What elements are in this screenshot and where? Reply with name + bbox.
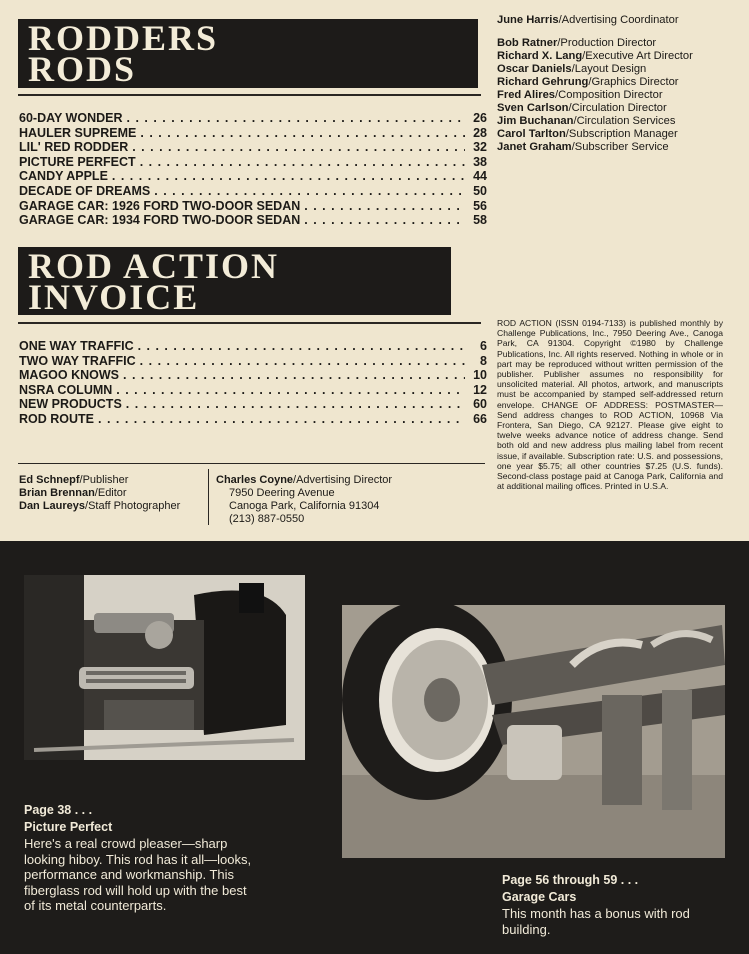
- section1-divider: [18, 94, 481, 96]
- staff-role: /Circulation Director: [568, 102, 667, 114]
- toc-item[interactable]: [19, 368, 487, 383]
- staff-entry: [497, 128, 693, 141]
- rod-action-invoice-banner: [18, 247, 451, 315]
- toc-leader-dots: [140, 354, 465, 369]
- staff-name: Janet Graham: [497, 141, 572, 153]
- banner-line-2: INVOICE: [28, 277, 200, 317]
- staff-role: /Graphics Director: [588, 76, 679, 88]
- staff-name: Sven Carlson: [497, 102, 569, 114]
- staff-role: /Editor: [94, 487, 127, 499]
- staff-list: [497, 37, 693, 154]
- toc-item-title: PICTURE PERFECT: [19, 154, 136, 169]
- staff-role: /Production Director: [557, 37, 657, 49]
- toc-item-page: 56: [473, 198, 487, 213]
- toc-item-title: NEW PRODUCTS: [19, 397, 122, 412]
- toc-leader-dots: [98, 412, 465, 427]
- toc-item-title: MAGOO KNOWS: [19, 368, 119, 383]
- rod-action-invoice-contents: [19, 339, 487, 427]
- caption-garage-cars: [502, 872, 732, 937]
- toc-item[interactable]: [19, 184, 487, 199]
- toc-leader-dots: [126, 397, 465, 412]
- toc-leader-dots: [132, 140, 465, 155]
- toc-leader-dots: [140, 155, 465, 170]
- staff-masthead: [497, 14, 693, 154]
- toc-item-page: 28: [473, 125, 487, 140]
- staff-entry: [497, 50, 693, 63]
- banner-line-1: RODDERS: [28, 18, 219, 58]
- toc-item[interactable]: [19, 354, 487, 369]
- section2-divider: [18, 322, 481, 324]
- staff-entry: [497, 37, 693, 50]
- address-line-2: Canoga Park, California 91304: [229, 500, 380, 512]
- toc-item[interactable]: [19, 339, 487, 354]
- toc-item-page: 44: [473, 169, 487, 184]
- caption-title: Picture Perfect: [24, 820, 113, 834]
- staff-name: Richard X. Lang: [497, 50, 583, 62]
- staff-lead: [497, 14, 693, 27]
- toc-item-page: 12: [473, 382, 487, 397]
- staff-name: Dan Laureys: [19, 500, 86, 512]
- toc-item[interactable]: [19, 397, 487, 412]
- toc-item-title: CANDY APPLE: [19, 169, 108, 184]
- toc-item-title: ROD ROUTE: [19, 411, 94, 426]
- staff-role: /Composition Director: [555, 89, 663, 101]
- phone-number: (213) 887-0550: [229, 513, 305, 525]
- toc-item[interactable]: [19, 213, 487, 228]
- toc-leader-dots: [304, 199, 465, 214]
- toc-item-page: 38: [473, 154, 487, 169]
- toc-item-title: GARAGE CAR: 1926 FORD TWO-DOOR SEDAN: [19, 198, 301, 213]
- staff-entry: [497, 115, 693, 128]
- chassis-photo: [342, 605, 725, 858]
- toc-item-page: 6: [480, 339, 487, 353]
- rodders-rods-contents: [19, 111, 487, 228]
- staff-name: Fred Alires: [497, 89, 556, 101]
- rodders-rods-banner: [18, 19, 478, 88]
- staff-role: /Circulation Services: [573, 115, 676, 127]
- address-line-1: 7950 Deering Avenue: [229, 487, 335, 499]
- staff-name: Jim Buchanan: [497, 115, 574, 127]
- staff-entry: [497, 89, 693, 102]
- advertising-contact: [216, 474, 392, 526]
- staff-entry: [497, 63, 693, 76]
- staff-entry: [19, 487, 180, 500]
- advertising-role: /Advertising Director: [293, 474, 393, 486]
- toc-item[interactable]: [19, 126, 487, 141]
- staff-role: /Executive Art Director: [582, 50, 693, 62]
- staff-name: Ed Schnepf: [19, 474, 80, 486]
- caption-page-ref: Page 56 through 59 . . .: [502, 873, 639, 887]
- staff-entry: [19, 474, 180, 487]
- toc-item-page: 50: [473, 183, 487, 198]
- toc-item-page: 58: [473, 213, 487, 228]
- staff-role: /Advertising Coordinator: [558, 14, 679, 26]
- toc-item-title: TWO WAY TRAFFIC: [19, 353, 136, 368]
- toc-item-title: GARAGE CAR: 1934 FORD TWO-DOOR SEDAN: [19, 213, 301, 228]
- toc-item-page: 10: [473, 368, 487, 383]
- publication-notice: ROD ACTION (ISSN 0194-7133) is published monthly by Challenge Publications, Inc., 7950 Deering Ave., Canoga Park, CA 91304. Copyright ©1980 by Challenge Publications, Inc. All rights reserved. Nothing in whole or in part may be reproduced without written permission of the publisher. Publisher assumes no responsibility for unsolicited material. All photos, artwork, and manuscripts must be accompanied by stamped self-addressed return envelope. CHANGE OF ADDRESS: POSTMASTER—Send address changes to ROD ACTION, 10968 Via Frontera, San Diego, CA 92127. Please give eight to twelve weeks advance notice of address change. Send both old and new address plus mailing label from recent issue, if available. Subscription rate: U.S. and possessions, one year $5.75; all other countries $7.25 (U.S. funds). Second-class postage paid at Canoga Park, California and at additional mailing offices. Printed in U.S.A.: [497, 318, 723, 492]
- staff-role: /Layout Design: [571, 63, 647, 75]
- caption-body: Here's a real crowd pleaser—sharp looking hiboy. This rod has it all—looks, performance and workmanship. This fiberglass rod will hold up with the best of its metal counterparts.: [24, 836, 252, 913]
- toc-item[interactable]: [19, 169, 487, 184]
- staff-role: /Publisher: [79, 474, 129, 486]
- toc-item-page: 60: [473, 397, 487, 412]
- caption-title: Garage Cars: [502, 890, 577, 904]
- toc-item[interactable]: [19, 383, 487, 398]
- toc-item-title: DECADE OF DREAMS: [19, 183, 151, 198]
- caption-body: This month has a bonus with rod building.: [502, 906, 690, 937]
- staff-entry: [497, 102, 693, 115]
- staff-role: /Staff Photographer: [85, 500, 181, 512]
- banner-line-2: RODS: [28, 49, 137, 89]
- credits-separator: [208, 469, 209, 525]
- toc-leader-dots: [116, 383, 465, 398]
- credits-divider: [18, 463, 485, 464]
- toc-item-page: 32: [473, 140, 487, 155]
- toc-leader-dots: [304, 213, 465, 228]
- toc-item-title: HAULER SUPREME: [19, 125, 137, 140]
- banner-line-1: ROD ACTION: [28, 246, 280, 286]
- staff-name: June Harris: [497, 14, 559, 26]
- toc-item-page: 66: [473, 411, 487, 426]
- staff-name: Carol Tarlton: [497, 128, 566, 140]
- toc-leader-dots: [127, 111, 466, 126]
- staff-role: /Subscriber Service: [571, 141, 669, 153]
- staff-name: Brian Brennan: [19, 487, 95, 499]
- toc-leader-dots: [138, 339, 465, 354]
- toc-leader-dots: [154, 184, 465, 199]
- advertising-name: Charles Coyne: [216, 474, 294, 486]
- staff-name: Bob Ratner: [497, 37, 558, 49]
- toc-item-title: ONE WAY TRAFFIC: [19, 339, 134, 353]
- toc-leader-dots: [140, 126, 465, 141]
- toc-leader-dots: [123, 368, 465, 383]
- caption-picture-perfect: [24, 802, 254, 914]
- toc-item-title: NSRA COLUMN: [19, 382, 113, 397]
- engine-photo: [24, 575, 305, 760]
- toc-item-title: 60-DAY WONDER: [19, 111, 123, 125]
- staff-entry: [497, 141, 693, 154]
- staff-name: Richard Gehrung: [497, 76, 589, 88]
- staff-name: Oscar Daniels: [497, 63, 572, 75]
- toc-item[interactable]: [19, 412, 487, 427]
- toc-item-page: 8: [480, 353, 487, 368]
- toc-item[interactable]: [19, 155, 487, 170]
- toc-item-title: LIL' RED RODDER: [19, 140, 129, 155]
- editorial-credits: [19, 474, 180, 513]
- toc-leader-dots: [112, 169, 465, 184]
- toc-item[interactable]: [19, 199, 487, 214]
- staff-entry: [19, 500, 180, 513]
- staff-role: /Subscription Manager: [565, 128, 678, 140]
- caption-page-ref: Page 38 . . .: [24, 803, 93, 817]
- toc-item[interactable]: [19, 140, 487, 155]
- staff-entry: [497, 76, 693, 89]
- toc-item[interactable]: [19, 111, 487, 126]
- toc-item-page: 26: [473, 111, 487, 125]
